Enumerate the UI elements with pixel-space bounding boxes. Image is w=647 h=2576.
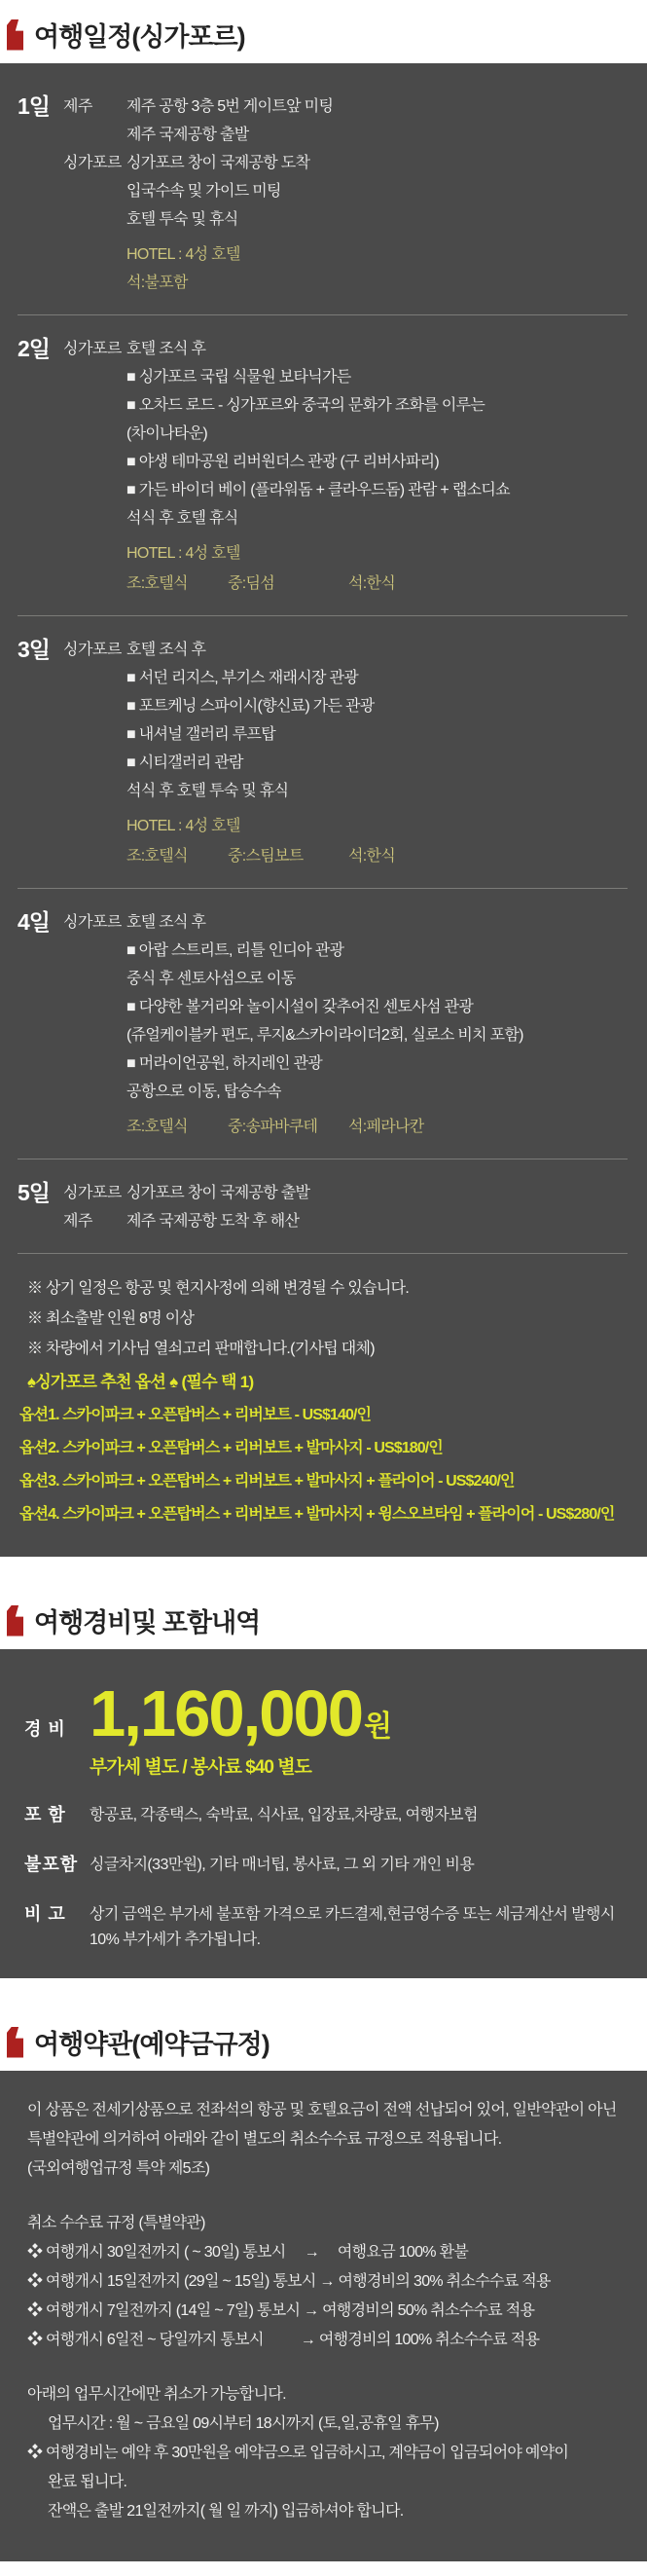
itinerary-line: ■ 서던 리지스, 부기스 재래시장 관광 — [126, 670, 359, 686]
day-number: 5일 — [18, 1180, 51, 1205]
terms-line: 완료 됩니다. — [48, 2474, 127, 2490]
meal-item: 중:딤섬 — [228, 575, 275, 592]
day-content — [126, 335, 628, 598]
itinerary-line: ■ 아랍 스트리트, 리틀 인디아 관광 — [126, 942, 344, 959]
itinerary-line: 제주 국제공항 출발 — [126, 127, 249, 143]
terms-line: 취소 수수료 규정 (특별약관) — [27, 2215, 205, 2231]
itinerary-line: 호텔 조식 후 — [126, 914, 206, 931]
price-unit: 원 — [364, 1711, 393, 1743]
terms-line: ❖ 여행개시 6일전 ~ 당일까지 통보시 → 여행경비의 100% 취소수수료 적용 — [27, 2332, 540, 2348]
day-number: 4일 — [18, 909, 51, 935]
itinerary-section-header — [0, 0, 647, 63]
price-row — [24, 1678, 624, 1779]
terms-line: ❖ 여행개시 15일전까지 (29일 ~ 15일) 통보시 → 여행경비의 30% 취소수수료 적용 — [27, 2273, 551, 2290]
place-label: 싱가포르 — [63, 1185, 122, 1201]
itinerary-line: 공항으로 이동, 탑승수속 — [126, 1084, 281, 1100]
day-block — [18, 616, 628, 889]
day-entry-row — [18, 335, 628, 598]
notes-list — [18, 1254, 628, 1364]
cost-row — [24, 1852, 624, 1878]
itinerary-line: 입국수속 및 가이드 미팅 — [126, 183, 281, 200]
meal-item: 조:호텔식 — [126, 575, 188, 592]
meal-item: 중:송파바쿠테 — [228, 1119, 318, 1135]
day-number: 2일 — [18, 336, 51, 361]
day-content — [126, 1207, 628, 1235]
day-entry-row — [18, 149, 628, 297]
day-number: 1일 — [18, 93, 51, 119]
day-content — [126, 92, 628, 149]
bottom-margin — [0, 2561, 647, 2576]
day-content — [126, 149, 628, 297]
terms-line: ❖ 여행경비는 예약 후 30만원을 예약금으로 입금하시고, 계약금이 입금되어야 예약이 — [27, 2445, 569, 2461]
terms-line: 아래의 업무시간에만 취소가 가능합니다. — [27, 2386, 286, 2403]
place-label: 싱가포르 — [63, 914, 122, 931]
price-note: 부가세 별도 / 봉사료 $40 별도 — [90, 1757, 311, 1778]
price-label: 경 비 — [24, 1718, 66, 1739]
itinerary-line: 석:불포함 — [126, 275, 188, 291]
meal-item: 석:한식 — [348, 848, 396, 865]
itinerary-line: ■ 다양한 볼거리와 놀이시설이 갖추어진 센토사섬 관광 — [126, 999, 474, 1015]
itinerary-line: ■ 포트케닝 스파이시(향신료) 가든 관광 — [126, 698, 375, 715]
day-block — [18, 889, 628, 1159]
cost-row-label: 포 함 — [24, 1805, 66, 1824]
option-line: 옵션2. 스카이파크 + 오픈탑버스 + 리버보트 + 발마사지 - US$180/인 — [19, 1440, 443, 1456]
day-content — [126, 636, 628, 870]
cost-row-text: 항공료, 각종택스, 숙박료, 식사료, 입장료,차량료, 여행자보험 — [90, 1807, 478, 1823]
itinerary-line: ■ 싱가포르 국립 식물원 보타닉가든 — [126, 369, 351, 386]
terms-line: 이 상품은 전세기상품으로 전좌석의 항공 및 호텔요금이 전액 선납되어 있어, 일반약관이 아닌 특별약관에 의거하여 아래와 같이 별도의 취소수수료 규정으로 적용됩니다. — [27, 2102, 617, 2148]
itinerary-line: 석식 후 호텔 투숙 및 휴식 — [126, 783, 289, 799]
terms-line: ❖ 여행개시 7일전까지 (14일 ~ 7일) 통보시 → 여행경비의 50% 취소수수료 적용 — [27, 2302, 535, 2319]
red-quote-icon — [7, 1605, 23, 1637]
itinerary-line: 중식 후 센토사섬으로 이동 — [126, 971, 296, 987]
red-quote-icon — [7, 2027, 23, 2058]
itinerary-line: HOTEL : 4성 호텔 — [126, 818, 240, 834]
itinerary-line: HOTEL : 4성 호텔 — [126, 545, 240, 562]
meal-item: 석:페라나칸 — [348, 1119, 424, 1135]
itinerary-line: ■ 가든 바이더 베이 (플라워돔 + 클라우드돔) 관람 + 랩소디쇼 — [126, 482, 510, 498]
day-entry-row — [18, 636, 628, 870]
itinerary-line: (쥬얼케이블카 편도, 루지&스카이라이더2회, 실로소 비치 포함) — [126, 1027, 523, 1044]
cost-detail-rows — [24, 1802, 624, 1953]
itinerary-line: ■ 머라이언공원, 하지레인 관광 — [126, 1055, 323, 1072]
meals-line — [126, 842, 628, 870]
options-list — [18, 1399, 628, 1531]
itinerary-line: 제주 공항 3층 5번 게이트앞 미팅 — [126, 98, 334, 115]
place-label: 싱가포르 — [63, 155, 122, 171]
day-schedule-list — [18, 91, 628, 1254]
option-line: 옵션3. 스카이파크 + 오픈탑버스 + 리버보트 + 발마사지 + 플라이어 - US$240/인 — [19, 1473, 515, 1490]
itinerary-line: 호텔 조식 후 — [126, 642, 206, 658]
day-entry-row — [18, 1179, 628, 1207]
terms-line: ❖ 여행개시 30일전까지 ( ~ 30일) 통보시 → 여행요금 100% 환불 — [27, 2244, 469, 2261]
day-entry-row — [18, 1207, 628, 1235]
itinerary-line: ■ 내셔널 갤러리 루프탑 — [126, 726, 276, 743]
note-line: ※ 상기 일정은 항공 및 현지사정에 의해 변경될 수 있습니다. — [27, 1280, 410, 1297]
note-line: ※ 차량에서 기사님 열쇠고리 판매합니다.(기사팁 대체) — [27, 1341, 375, 1357]
cost-row-label: 불포함 — [24, 1855, 79, 1874]
itinerary-line: HOTEL : 4성 호텔 — [126, 246, 240, 263]
itinerary-line: (차이나타운) — [126, 425, 208, 442]
day-number: 3일 — [18, 637, 51, 662]
itinerary-title: 여행일정(싱가포르) — [34, 22, 245, 52]
itinerary-line: 호텔 조식 후 — [126, 341, 206, 357]
place-label: 제주 — [63, 1213, 92, 1230]
place-label: 싱가포르 — [63, 341, 122, 357]
meal-item: 석:한식 — [348, 575, 396, 592]
terms-line: 업무시간 : 월 ~ 금요일 09시부터 18시까지 (토,일,공휴일 휴무) — [48, 2415, 439, 2432]
itinerary-line: ■ 야생 테마공원 리버원더스 관광 (구 리버사파리) — [126, 454, 440, 470]
cost-row-label: 비 고 — [24, 1904, 66, 1924]
terms-line: (국외여행업규정 특약 제5조) — [27, 2160, 210, 2177]
meal-item: 조:호텔식 — [126, 848, 188, 865]
cost-row-text: 싱글차지(33만원), 기타 매너팁, 봉사료, 그 외 기타 개인 비용 — [90, 1857, 475, 1873]
place-label: 제주 — [63, 98, 92, 115]
cost-title: 여행경비및 포함내역 — [34, 1608, 261, 1638]
cost-row — [24, 1901, 624, 1953]
red-quote-icon — [7, 19, 23, 51]
day-content — [126, 908, 628, 1141]
meals-line — [126, 570, 628, 598]
option-line: 옵션4. 스카이파크 + 오픈탑버스 + 리버보트 + 발마사지 + 윙스오브타임 + 플라이어 - US$280/인 — [19, 1506, 615, 1523]
terms-panel — [0, 2071, 647, 2561]
meal-item: 조:호텔식 — [126, 1119, 188, 1135]
terms-section-header — [0, 1978, 647, 2071]
itinerary-line: 싱가포르 창이 국제공항 도착 — [126, 155, 310, 171]
place-label: 싱가포르 — [63, 642, 122, 658]
cost-row-text: 상기 금액은 부가세 불포함 가격으로 카드결제,현금영수증 또는 세금계산서 발행시 10% 부가세가 추가됩니다. — [90, 1906, 615, 1948]
cost-section-header — [0, 1557, 647, 1649]
options-header: ♠싱가포르 추천 옵션 ♠ (필수 택 1) — [27, 1373, 254, 1391]
price-amount: 1,160,000 — [90, 1677, 363, 1750]
day-entry-row — [18, 92, 628, 149]
day-entry-row — [18, 908, 628, 1141]
day-block — [18, 91, 628, 315]
day-block — [18, 315, 628, 616]
terms-title: 여행약관(예약금규정) — [34, 2030, 270, 2059]
day-block — [18, 1159, 628, 1254]
itinerary-line: 싱가포르 창이 국제공항 출발 — [126, 1185, 310, 1201]
itinerary-line: ■ 시티갤러리 관람 — [126, 754, 243, 771]
meals-line — [126, 1113, 628, 1141]
terms-line: 잔액은 출발 21일전까지( 월 일 까지) 입금하셔야 합니다. — [48, 2503, 404, 2520]
itinerary-panel — [0, 63, 647, 1557]
itinerary-line: 석식 후 호텔 휴식 — [126, 510, 238, 527]
itinerary-line: 제주 국제공항 도착 후 해산 — [126, 1213, 300, 1230]
itinerary-line: ■ 오차드 로드 - 싱가포르와 중국의 문화가 조화를 이루는 — [126, 397, 485, 414]
note-line: ※ 최소출발 인원 8명 이상 — [27, 1310, 195, 1327]
option-line: 옵션1. 스카이파크 + 오픈탑버스 + 리버보트 - US$140/인 — [19, 1407, 372, 1423]
cost-row — [24, 1802, 624, 1828]
meal-item: 중:스팀보트 — [228, 848, 304, 865]
day-content — [126, 1179, 628, 1207]
itinerary-line: 호텔 투숙 및 휴식 — [126, 211, 238, 228]
cost-panel — [0, 1649, 647, 1978]
